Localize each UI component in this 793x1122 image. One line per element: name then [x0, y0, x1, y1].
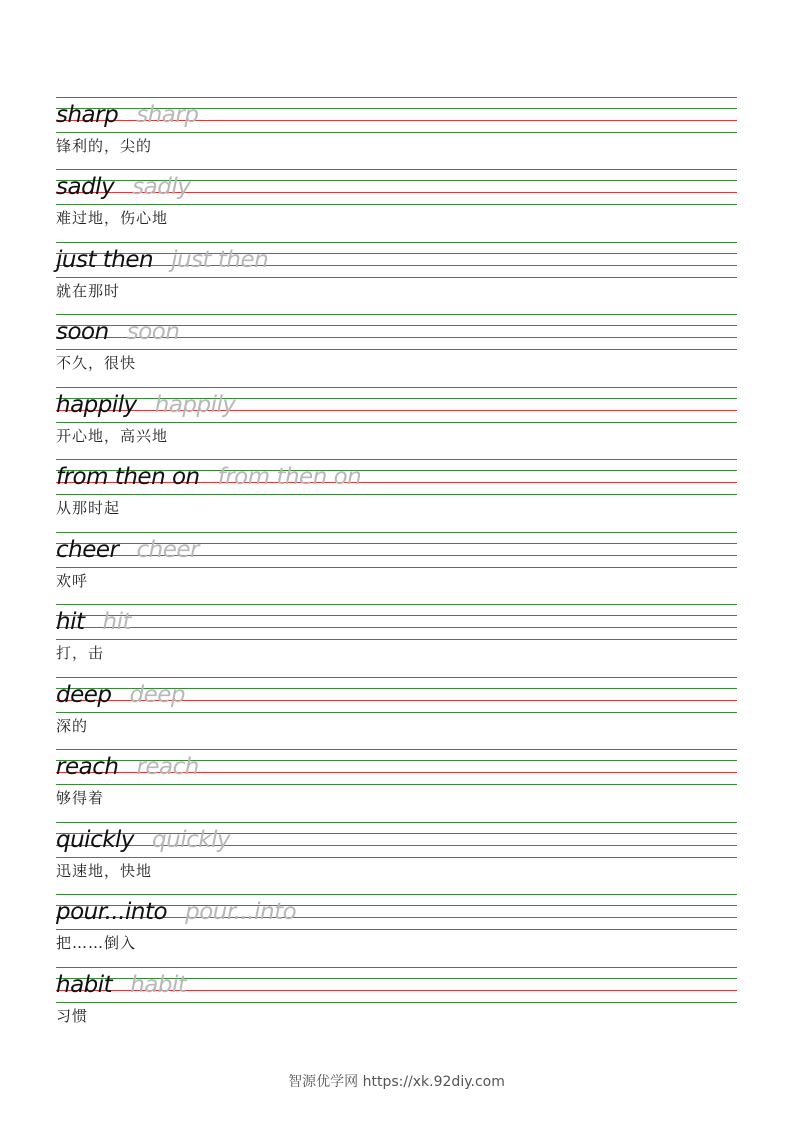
vocab-word: pour...into pour...into	[56, 899, 297, 925]
vocab-entry	[56, 532, 737, 604]
vocab-word: soon soon	[56, 319, 180, 345]
trace-word: pour...into	[185, 899, 297, 925]
footer-watermark: 智源优学网 https://xk.92diy.com	[288, 1074, 505, 1090]
vocab-word: deep deep	[56, 682, 185, 708]
trace-word: from then on	[217, 464, 362, 490]
chinese-meaning: 锋利的，尖的	[56, 137, 153, 155]
vocab-word: sadly sadly	[56, 174, 191, 200]
chinese-meaning: 不久，很快	[56, 354, 137, 372]
chinese-meaning: 欢呼	[56, 572, 89, 590]
chinese-meaning: 从那时起	[56, 499, 121, 517]
trace-word: reach	[136, 754, 199, 780]
vocab-entry	[56, 894, 737, 966]
trace-word: sharp	[136, 102, 199, 128]
vocab-entry	[56, 604, 737, 676]
trace-word: hit	[102, 609, 131, 635]
vocab-word: reach reach	[56, 754, 199, 780]
vocab-word: hit hit	[56, 609, 131, 635]
trace-word: soon	[126, 319, 180, 345]
chinese-meaning: 难过地，伤心地	[56, 209, 169, 227]
vocab-word: cheer cheer	[56, 537, 199, 563]
chinese-meaning: 习惯	[56, 1007, 89, 1025]
chinese-meaning: 开心地，高兴地	[56, 427, 169, 445]
vocab-word: quickly quickly	[56, 827, 231, 853]
trace-word: cheer	[136, 537, 199, 563]
chinese-meaning: 够得着	[56, 789, 105, 807]
chinese-meaning: 把……倒入	[56, 934, 137, 952]
trace-word: quickly	[152, 827, 231, 853]
trace-word: deep	[129, 682, 185, 708]
trace-word: habit	[130, 972, 187, 998]
vocab-entry	[56, 967, 737, 1039]
chinese-meaning: 迅速地，快地	[56, 862, 153, 880]
vocab-entry	[56, 314, 737, 386]
chinese-meaning: 打，击	[56, 644, 105, 662]
vocab-word: just then just then	[56, 247, 269, 273]
vocab-entry	[56, 749, 737, 821]
vocab-word: habit habit	[56, 972, 187, 998]
vocab-word: sharp sharp	[56, 102, 199, 128]
trace-word: sadly	[132, 174, 191, 200]
vocab-word: from then on from then on	[56, 464, 362, 490]
vocab-entry	[56, 822, 737, 894]
vocab-entry	[56, 677, 737, 749]
vocab-entry	[56, 97, 737, 169]
four-line-guide	[56, 604, 737, 640]
vocab-entry	[56, 459, 737, 531]
trace-word: just then	[171, 247, 269, 273]
chinese-meaning: 深的	[56, 717, 89, 735]
vocab-word: happily happily	[56, 392, 236, 418]
chinese-meaning: 就在那时	[56, 282, 121, 300]
trace-word: happily	[154, 392, 236, 418]
vocab-entry	[56, 242, 737, 314]
vocab-entry	[56, 387, 737, 459]
vocab-entry	[56, 169, 737, 241]
